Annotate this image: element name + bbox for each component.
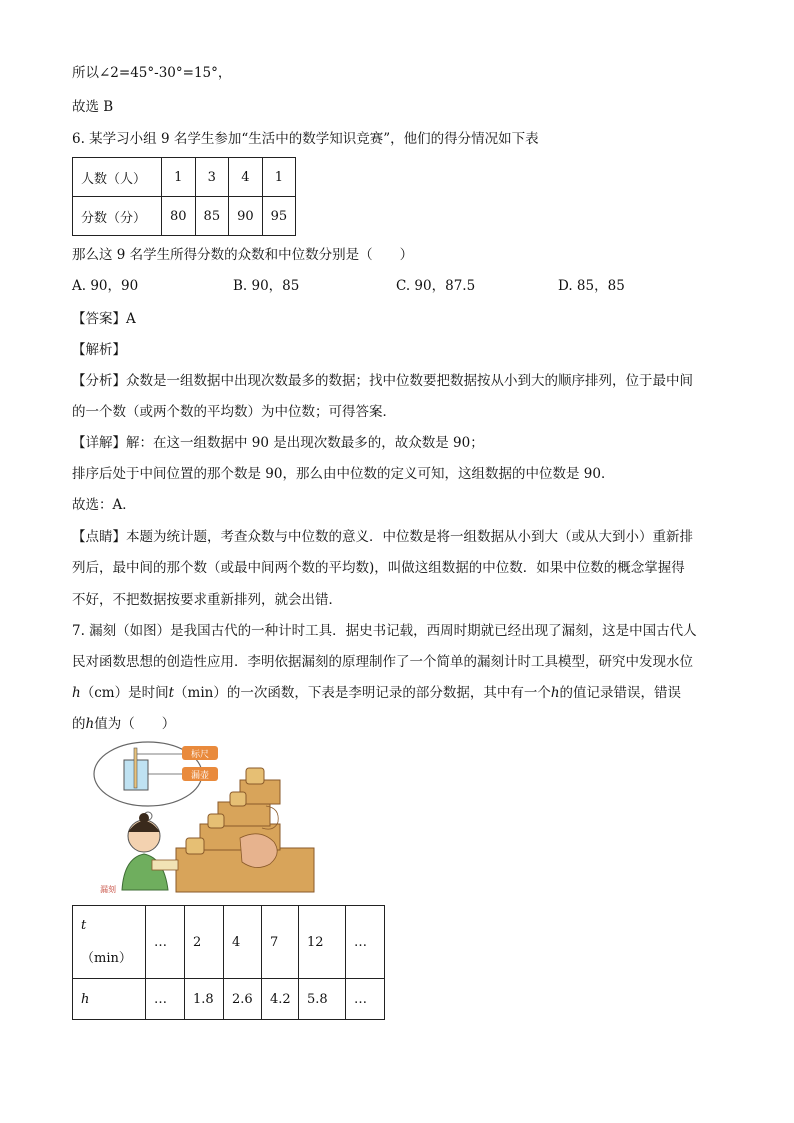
table-cell: … [146,979,185,1020]
table-cell: 4 [229,158,263,197]
table-cell: 5.8 [299,979,346,1020]
score-table [72,157,296,236]
table-row [73,906,385,979]
table-cell: … [346,979,385,1020]
variable-h: h [72,685,81,701]
text-span: （min）的一次函数，下表是李明记录的部分数据，其中有一个 [174,685,551,701]
comment-text: 不好，不把数据按要求重新排列，就会出错． [72,592,342,608]
text-span: （cm）是时间 [80,685,169,701]
table-cell: 4.2 [262,979,299,1020]
table-cell: 80 [162,197,196,236]
question-7: 7. 漏刻（如图）是我国古代的一种计时工具．据史书记载，西周时期就已经出现了漏刻，这是中国古代人 [72,623,697,639]
table-cell: 90 [229,197,263,236]
table-cell: 1 [262,158,296,197]
text-span: 的 [72,716,86,732]
table-row [73,158,296,197]
water-clock-drawing [90,740,320,898]
table-cell: 7 [262,906,299,979]
table-cell: 2 [185,906,224,979]
analysis-heading: 【解析】 [72,342,126,358]
table-cell: 分数（分） [73,197,162,236]
water-clock-illustration [90,740,320,898]
table-row [73,979,385,1020]
table-cell: 3 [195,158,229,197]
comment-text: 列后，最中间的那个数（或最中间两个数的平均数)，叫做这组数据的中位数．如果中位数的概念掌握得 [72,560,685,576]
variable-t: t [81,918,87,933]
table-cell: … [146,906,185,979]
table-cell: 2.6 [224,979,262,1020]
option-b: B. 90，85 [233,278,300,294]
comment-text: 【点睛】本题为统计题，考查众数与中位数的意义．中位数是将一组数据从小到大（或从大到小）重新排 [72,529,693,545]
choice-text: 故选：A． [72,497,136,513]
figure-caption: 漏刻 [100,885,116,894]
table-cell [73,906,146,979]
detail-text: 【详解】解：在这一组数据中 90 是出现次数最多的，故众数是 90； [72,435,484,451]
answer-line: 【答案】A [72,311,136,327]
question-7 [72,714,175,734]
text-line: 所以∠2=45°-30°=15°， [72,65,232,81]
table-cell: 12 [299,906,346,979]
question-7 [72,683,681,703]
unit-label: （min） [81,951,132,966]
table-cell: 1.8 [185,979,224,1020]
option-d: D. 85，85 [558,278,625,294]
question-7: 民对函数思想的创造性应用．李明依据漏刻的原理制作了一个简单的漏刻计时工具模型，研究中发现水位 [72,654,693,670]
variable-t: t [168,685,175,701]
text-span: 的值记录错误，错误 [559,685,682,701]
question-6: 6. 某学习小组 9 名学生参加“生活中的数学知识竞赛”，他们的得分情况如下表 [72,131,539,147]
analysis-text: 的一个数（或两个数的平均数）为中位数；可得答案． [72,404,396,420]
table-cell: h [73,979,146,1020]
variable-h: h [550,685,560,701]
question-6-ask: 那么这 9 名学生所得分数的众数和中位数分别是（ ） [72,247,414,263]
option-a: A. 90，90 [72,278,139,294]
option-c: C. 90，87.5 [396,278,476,294]
label-ruler: 标尺 [190,750,210,760]
variable-h: h [85,716,95,732]
table-cell: 1 [162,158,196,197]
table-row [73,197,296,236]
table-cell: 95 [262,197,296,236]
table-cell: 85 [195,197,229,236]
table-cell: … [346,906,385,979]
label-pot: 漏壶 [190,771,210,781]
table-cell: 人数（人） [73,158,162,197]
table-cell: 4 [224,906,262,979]
time-level-table [72,905,385,1020]
text-span: 值为（ ） [94,716,176,732]
detail-text: 排序后处于中间位置的那个数是 90，那么由中位数的定义可知，这组数据的中位数是 90． [72,466,615,482]
text-line: 故选 B [72,99,114,115]
analysis-text: 【分析】众数是一组数据中出现次数最多的数据；找中位数要把数据按从小到大的顺序排列，位于最中间 [72,373,693,389]
